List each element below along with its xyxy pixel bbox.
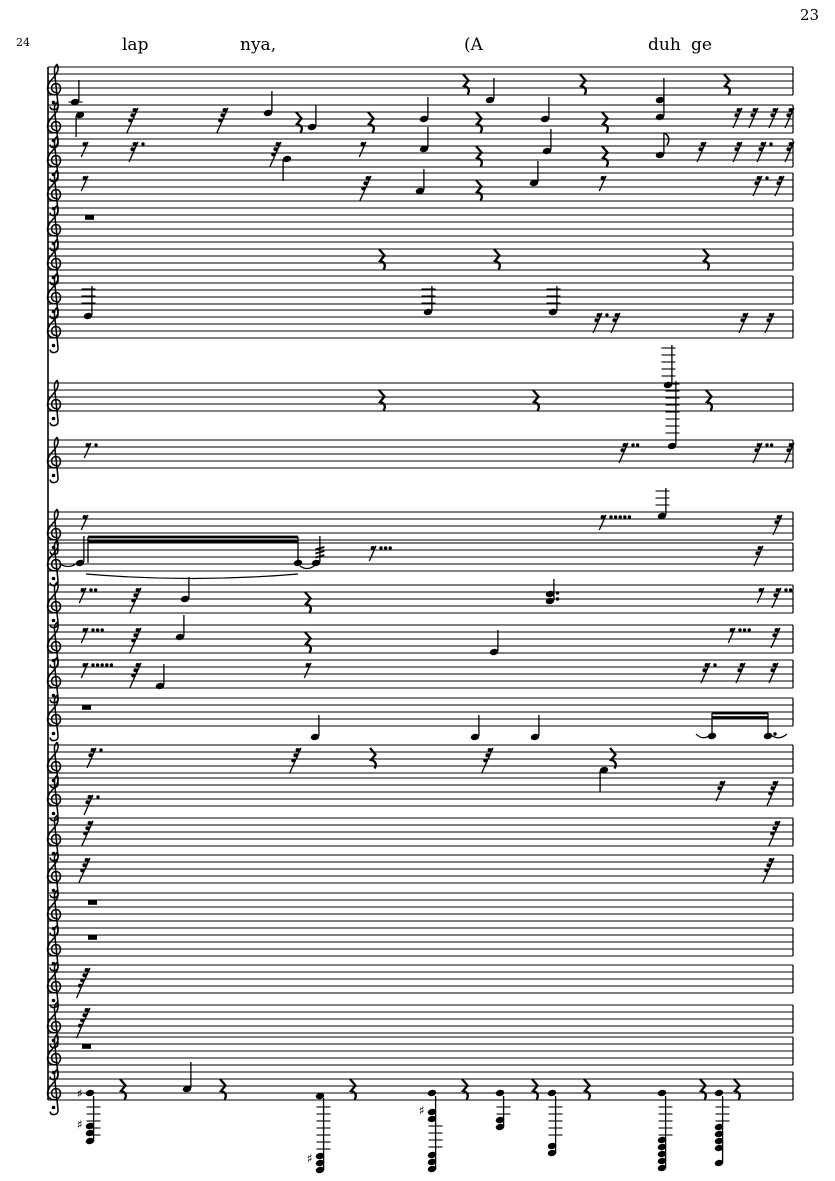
augmentation-dot: [614, 515, 617, 518]
treble-clef-icon: [52, 344, 56, 348]
augmentation-dot: [765, 176, 768, 179]
augmentation-dot: [743, 628, 746, 631]
staff: [48, 853, 794, 898]
augmentation-dot: [784, 588, 787, 591]
quarter-rest: [476, 146, 482, 167]
quarter-rest: [602, 112, 608, 133]
augmentation-dot: [609, 515, 612, 518]
staff: [48, 381, 795, 483]
quarter-rest: [700, 1079, 706, 1100]
augmentation-dot: [713, 663, 716, 666]
treble-clef-icon: [52, 619, 56, 623]
augmentation-dot: [623, 515, 626, 518]
augmentation-dot: [605, 313, 608, 316]
quarter-rest: [220, 1079, 226, 1100]
staff: [48, 1003, 794, 1048]
notehead: [293, 559, 303, 567]
notehead: [657, 1089, 667, 1097]
staff: [48, 206, 794, 251]
staff: [48, 926, 794, 971]
quarter-rest: [610, 748, 616, 769]
quarter-rest: [584, 1079, 590, 1100]
treble-clef-icon: [52, 577, 56, 581]
quarter-rest: [463, 74, 469, 95]
augmentation-dot: [765, 443, 768, 446]
augmentation-dot: [619, 515, 622, 518]
augmentation-dot: [738, 628, 741, 631]
whole-rest: [85, 215, 94, 220]
treble-clef-icon: [52, 999, 56, 1003]
staff: [48, 274, 794, 319]
quarter-rest: [379, 390, 385, 411]
notehead: [427, 1089, 437, 1097]
augmentation-dot: [769, 142, 772, 145]
quarter-rest: [296, 112, 302, 133]
staff: [48, 240, 794, 285]
augmentation-dot: [96, 628, 99, 631]
lyric-syllable: (A: [464, 35, 483, 55]
augmentation-dot: [94, 588, 97, 591]
staff: [48, 161, 794, 216]
treble-clef-icon: [52, 812, 56, 816]
whole-rest: [88, 935, 97, 940]
augmentation-dot: [631, 443, 634, 446]
augmentation-dot: [789, 588, 792, 591]
quarter-rest: [734, 1079, 740, 1100]
staff: [48, 658, 794, 703]
quarter-rest: [494, 249, 500, 270]
beam: [712, 716, 768, 719]
tie: [300, 566, 314, 569]
quarter-rest: [533, 390, 539, 411]
quarter-rest: [476, 112, 482, 133]
whole-rest: [82, 1044, 91, 1049]
treble-clef-icon: [52, 474, 56, 478]
staff: [48, 696, 794, 741]
quarter-rest: [370, 748, 376, 769]
treble-clef-icon: [52, 417, 56, 421]
augmentation-dot: [379, 546, 382, 549]
page-number: 23: [800, 6, 820, 24]
beam: [88, 540, 298, 543]
augmentation-dot: [636, 443, 639, 446]
treble-clef-icon: [52, 1106, 56, 1110]
staff: [48, 536, 794, 586]
augmentation-dot: [556, 597, 559, 600]
notehead: [547, 1089, 557, 1097]
augmentation-dot: [89, 588, 92, 591]
quarter-rest: [120, 1079, 126, 1100]
augmentation-dot: [96, 795, 99, 798]
quarter-rest: [706, 390, 712, 411]
augmentation-dot: [110, 663, 113, 666]
lyric-syllable: duh: [648, 35, 681, 55]
notehead: [714, 1089, 724, 1097]
quarter-rest: [602, 146, 608, 167]
beam: [88, 536, 298, 539]
lyric-syllable: ge: [691, 35, 712, 55]
staff: [48, 712, 794, 788]
staff: [48, 345, 794, 426]
augmentation-dot: [773, 732, 776, 735]
augmentation-dot: [105, 663, 108, 666]
augmentation-dot: [384, 546, 387, 549]
sharp-icon: ♯: [307, 1151, 313, 1166]
treble-clef-icon: [52, 889, 56, 893]
whole-rest: [82, 705, 91, 710]
lyric-syllable: lap: [122, 35, 149, 55]
quarter-rest: [305, 592, 311, 613]
quarter-rest: [305, 632, 311, 653]
staff: [48, 577, 794, 628]
augmentation-dot: [91, 628, 94, 631]
augmentation-dot: [770, 443, 773, 446]
quarter-rest: [724, 74, 730, 95]
whole-rest: [88, 900, 97, 905]
staff: [48, 891, 794, 936]
quarter-rest: [476, 180, 482, 201]
quarter-rest: [703, 249, 709, 270]
augmentation-dot: [101, 663, 104, 666]
quarter-rest: [532, 1079, 538, 1100]
quarter-rest: [379, 249, 385, 270]
beam: [712, 712, 768, 715]
augmentation-dot: [141, 142, 144, 145]
augmentation-dot: [96, 663, 99, 666]
quarter-rest: [368, 112, 374, 133]
notehead: [85, 1089, 95, 1097]
treble-clef-icon: [52, 101, 56, 105]
augmentation-dot: [91, 663, 94, 666]
augmentation-dot: [99, 748, 102, 751]
lyric-syllable: nya,: [240, 35, 277, 55]
staff: [48, 766, 794, 821]
augmentation-dot: [389, 546, 392, 549]
quarter-rest: [462, 1079, 468, 1100]
sharp-icon: ♯: [419, 1103, 425, 1118]
staff: [48, 816, 794, 861]
staff: [48, 65, 794, 110]
quarter-rest: [350, 1079, 356, 1100]
staff: [48, 1062, 794, 1174]
measure-number: 24: [16, 36, 30, 49]
staff: [48, 286, 794, 353]
staff: [48, 488, 794, 555]
notehead: [495, 1089, 505, 1097]
quarter-rest: [580, 74, 586, 95]
sharp-icon: ♯: [77, 1117, 83, 1132]
sharp-icon: ♯: [77, 1086, 83, 1101]
slur: [86, 574, 298, 579]
staff: [48, 1035, 794, 1080]
augmentation-dot: [748, 628, 751, 631]
augmentation-dot: [94, 443, 97, 446]
augmentation-dot: [556, 591, 559, 594]
augmentation-dot: [101, 628, 104, 631]
augmentation-dot: [628, 515, 631, 518]
treble-clef-icon: [52, 694, 56, 698]
staff: [48, 963, 794, 1008]
treble-clef-icon: [52, 732, 56, 736]
